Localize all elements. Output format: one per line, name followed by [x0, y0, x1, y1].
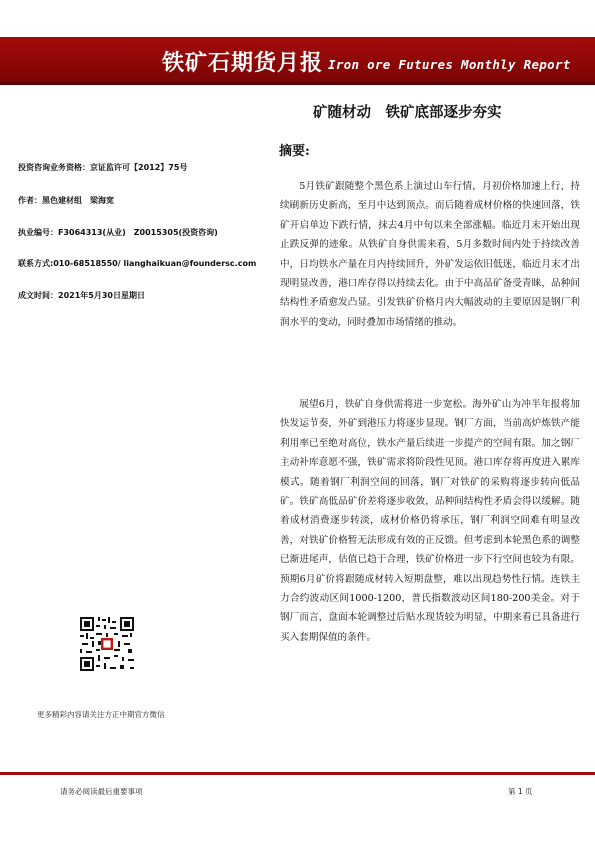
report-subtitle: Iron ore Futures Monthly Report: [328, 57, 571, 72]
date-info: 成文时间：2021年5月30日星期日: [18, 291, 145, 300]
qr-code-icon[interactable]: [80, 617, 134, 671]
summary-paragraph-1: 5月铁矿跟随整个黑色系上演过山车行情，月初价格加速上行，持续刷新历史新高，至月中达到顶点。而后随着成材价格的快速回落，铁矿开启单边下跌行情，抹去4月中旬以来全部涨幅。临近月末开始出现止跌反弹的迹象。从铁矿自身供需来看，5月多数时间内处于持续改善中，日均铁水产量在月内持续回升，外矿发运依旧低迷，临近月末才出现明显改善，港口库存得以持续去化。由于中高品矿备受青睐，品种间结构性矛盾愈发凸显。引发铁矿价格月内大幅波动的主要原因是钢厂利润水平的变动，同时叠加市场情绪的推动。: [280, 181, 580, 328]
page-number: 第 1 页: [508, 787, 533, 796]
summary-paragraph-2: 展望6月，铁矿自身供需将进一步宽松。海外矿山为冲半年报将加快发运节奏，外矿到港压力将逐步显现。钢厂方面，当前高炉炼铁产能利用率已至绝对高位，铁水产量后续进一步提产的空间有限。加之钢厂主动补库意愿不强，铁矿需求将阶段性见顶。港口库存将再度进入累库模式。随着钢厂利润空间的回落，钢厂对铁矿的采购将逐步转向低品矿。铁矿高低品矿价差将逐步收敛，品种间结构性矛盾会得以缓解。随着成材消费逐步转淡，成材价格仍将承压，钢厂利润空间难有明显改善，对铁矿价格暂无法形成有效的正反馈。但考虑到本轮黑色系的调整已渐进尾声，估值已趋于合理，铁矿价格进一步下行空间也较为有限。预期6月矿价将跟随成材转入短期盘整，难以出现趋势性行情。连铁主力合约波动区间1000-1200，普氏指数波动区间180-200美金。对于钢厂而言，盘面本轮调整过后贴水现货较为明显，中期来看已具备进行买入套期保值的条件。: [280, 399, 580, 643]
contact-info: 联系方式:010-68518550/ lianghaikuan@foundersc.com: [18, 259, 257, 268]
qr-caption: 更多精彩内容请关注方正中期官方微信: [37, 710, 165, 719]
footer-disclaimer: 请务必阅读最后重要事项: [60, 787, 143, 796]
footer-divider: [0, 772, 595, 775]
license-info: 执业编号：F3064313(从业) Z0015305(投资咨询): [18, 228, 218, 237]
author-info: 作者：黑色建材组 梁海宽: [18, 196, 114, 205]
summary-heading: 摘要:: [279, 144, 310, 159]
headline: 矿随材动 铁矿底部逐步夯实: [313, 104, 502, 121]
report-title: 铁矿石期货月报: [162, 51, 324, 76]
qualification-info: 投资咨询业务资格：京证监许可【2012】75号: [18, 163, 188, 172]
report-banner: [0, 37, 595, 85]
